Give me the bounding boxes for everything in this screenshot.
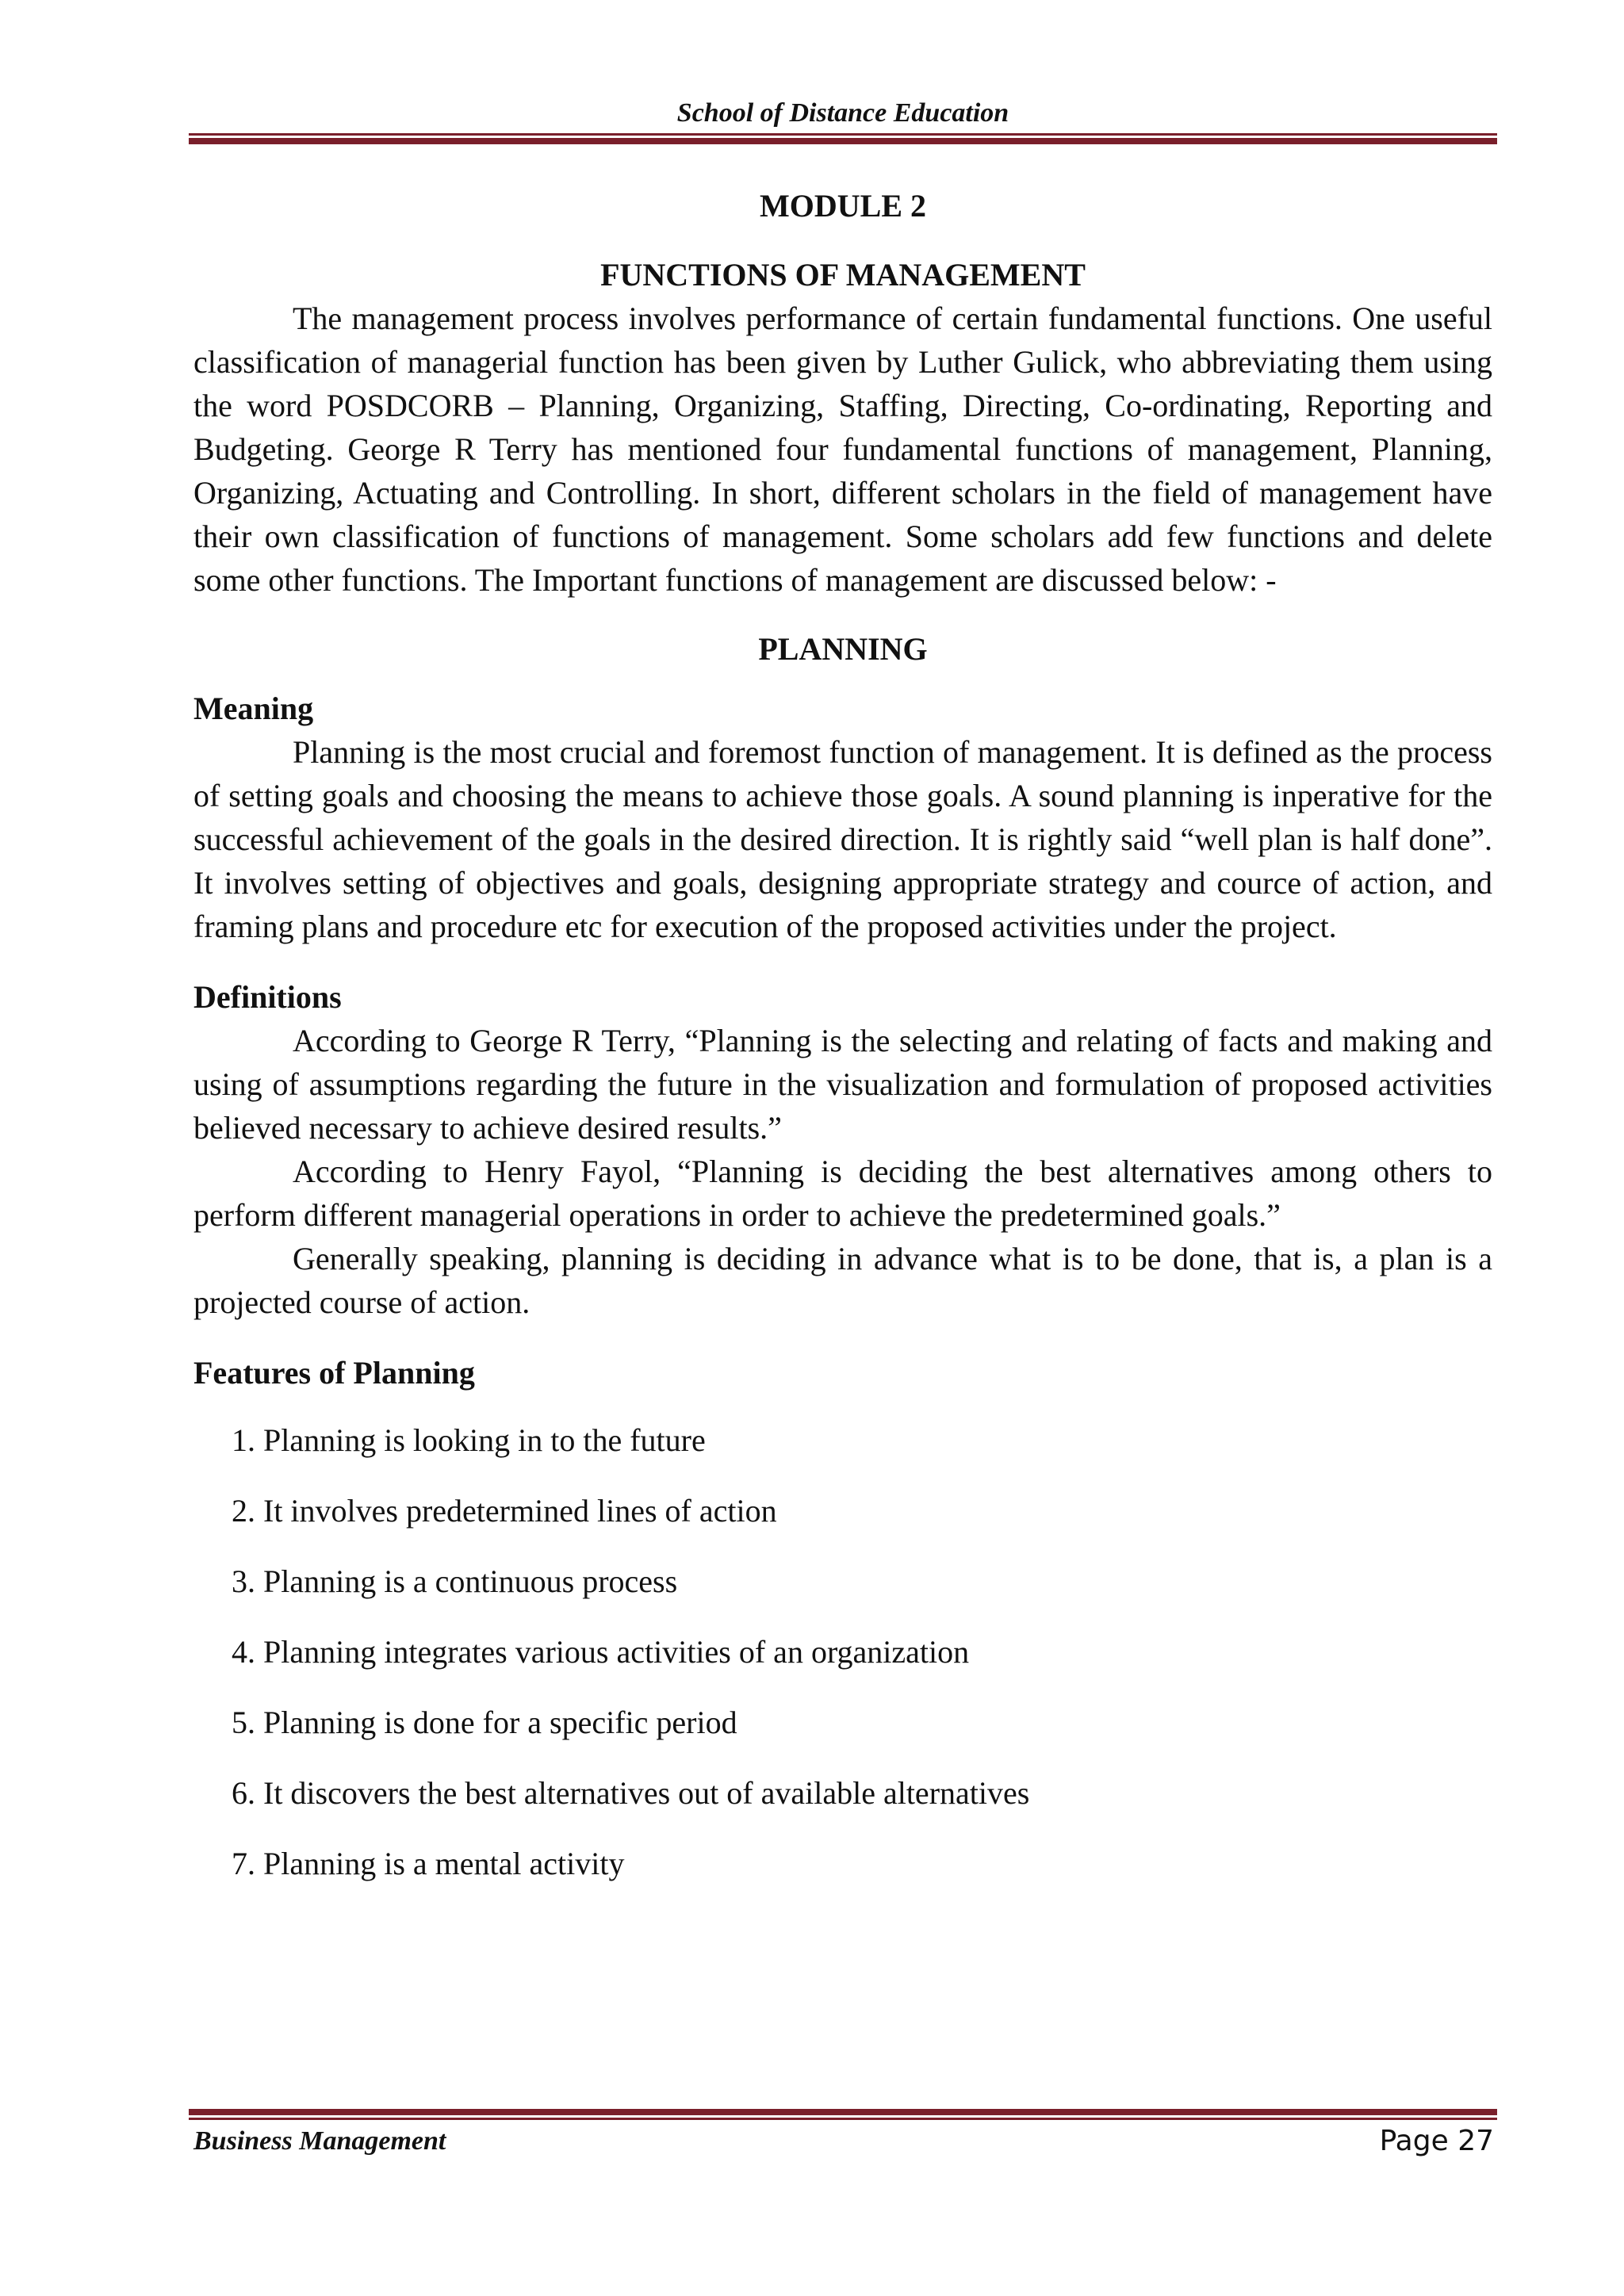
definitions-heading: Definitions [193, 979, 342, 1015]
module-title: MODULE 2 [760, 188, 926, 224]
header-rule [189, 133, 1497, 144]
definition-terry: According to George R Terry, “Planning is the selecting and relating of facts and making and using of assumptions regarding the future in the visualization and formulation of proposed activities believed necessary to achieve desired results.” [193, 1023, 1492, 1146]
planning-title: PLANNING [758, 631, 928, 667]
features-heading: Features of Planning [193, 1355, 475, 1391]
list-item: 2. It involves predetermined lines of action [232, 1493, 777, 1529]
list-item: 5. Planning is done for a specific period [232, 1705, 737, 1740]
intro-paragraph: The management process involves performance of certain fundamental functions. One useful classification of managerial function has been given by Luther Gulick, who abbreviating them using the word POSDCORB – Planning, Organizing, Staffing, Directing, Co-ordinating, Reporting and Budgeting. George R Terry has mentioned four fundamental functions of management, Planning, Organizing, Actuating and Controlling. In short, different scholars in the field of management have their own classification of functions of management. Some scholars add few functions and delete some other functions. The Important functions of management are discussed below: - [193, 300, 1492, 598]
meaning-heading: Meaning [193, 691, 314, 726]
section-title: FUNCTIONS OF MANAGEMENT [600, 257, 1086, 293]
header-title: School of Distance Education [676, 98, 1009, 128]
list-item: 6. It discovers the best alternatives out of available alternatives [232, 1775, 1030, 1811]
list-item: 7. Planning is a mental activity [232, 1846, 625, 1881]
features-list [193, 1418, 1492, 1885]
page-content [193, 181, 1492, 1885]
footer-rule [189, 2109, 1497, 2120]
footer-course-title: Business Management [193, 2126, 446, 2156]
list-item: 3. Planning is a continuous process [232, 1563, 678, 1599]
definition-fayol: According to Henry Fayol, “Planning is deciding the best alternatives among others to perform different managerial operations in order to achieve the predetermined goals.” [193, 1154, 1492, 1233]
page-number: Page 27 [1379, 2125, 1494, 2157]
list-item: 1. Planning is looking in to the future [232, 1422, 706, 1458]
definition-general: Generally speaking, planning is deciding in advance what is to be done, that is, a plan is a projected course of action. [193, 1241, 1492, 1320]
list-item: 4. Planning integrates various activities of an organization [232, 1634, 970, 1670]
meaning-paragraph: Planning is the most crucial and foremost function of management. It is defined as the process of setting goals and choosing the means to achieve those goals. A sound planning is inperative for the successful achievement of the goals in the desired direction. It is rightly said “well plan is half done”. It involves setting of objectives and goals, designing appropriate strategy and cource of action, and framing plans and procedure etc for execution of the proposed activities under the project. [193, 734, 1492, 944]
